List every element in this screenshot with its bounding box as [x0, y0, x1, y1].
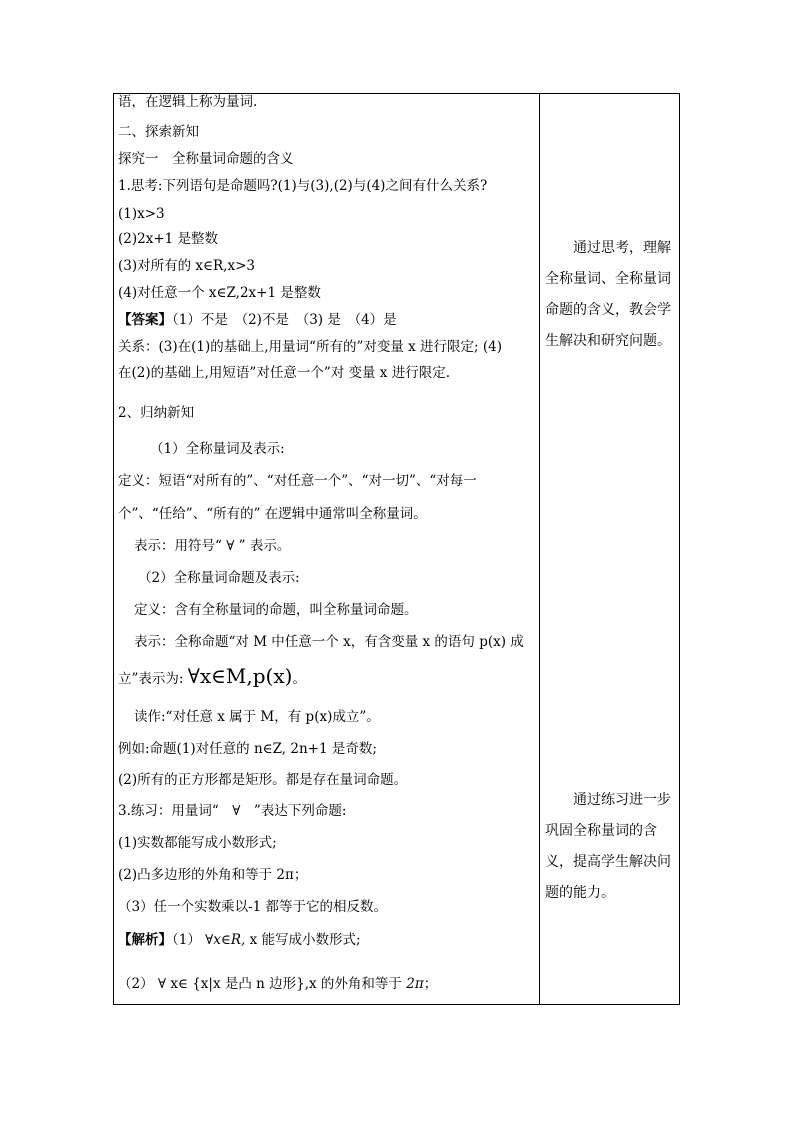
text-fragment: 。 — [292, 671, 306, 687]
text-line: 表示：全称命题“对 M 中任意一个 x，有含变量 x 的语句 p(x) 成 — [134, 634, 524, 650]
side-note-2 — [545, 785, 677, 909]
analysis-line — [118, 931, 361, 949]
formula: 2π — [406, 976, 424, 992]
text-line: 个”、“任给”、“所有的” 在逻辑中通常叫全称量词。 — [118, 506, 427, 522]
text-line — [118, 975, 437, 993]
text-line: 关系：(3)在(1)的基础上,用量词“所有的”对变量 x 进行限定; (4) — [118, 339, 502, 355]
text-line: (2)所有的正方形都是矩形。都是存在量词命题。 — [118, 772, 408, 788]
subsection-heading: （2）全称量词命题及表示: — [138, 570, 300, 586]
answer-text: （1）不是 （2)不是 （3) 是 （4）是 — [172, 312, 397, 328]
text-line: (4)对任意一个 x∈Z,2x+1 是整数 — [118, 285, 321, 301]
text-line: 表示：用符号“ ∀ ” 表示。 — [134, 538, 291, 554]
text-line: 语，在逻辑上称为量词. — [118, 94, 258, 110]
side-line: 义，提高学生解决问 — [545, 854, 671, 870]
side-line: 通过思考，理解 — [573, 240, 671, 256]
formula-line — [118, 664, 306, 688]
text-line: 定义：短语“对所有的”、“对任意一个”、“对一切”、“对每一 — [118, 473, 477, 489]
side-note-1 — [545, 233, 677, 357]
answer-label: 【答案】 — [118, 312, 172, 328]
text-line: (1)x>3 — [118, 206, 165, 222]
text-line: (3)对所有的 x∈R,x>3 — [118, 258, 255, 274]
side-line: 通过练习进一步 — [573, 792, 671, 808]
subsection-heading: 探究一 全称量词命题的含义 — [118, 151, 294, 167]
side-line: 全称量词、全称量词 — [545, 271, 671, 287]
formula: ∀x∈R, — [205, 932, 246, 948]
text-fragment: 立”表示为: — [118, 671, 188, 687]
answer-line — [118, 311, 397, 329]
text-line: (2)凸多边形的外角和等于 2π； — [118, 867, 308, 883]
text-line: (1)实数都能写成小数形式; — [118, 835, 277, 851]
text-fragment: （1） — [172, 932, 206, 948]
side-line: 巩固全称量词的含 — [545, 823, 657, 839]
column-divider — [539, 93, 540, 1005]
text-line: (2)2x+1 是整数 — [118, 231, 219, 247]
text-line: 读作:“对任意 x 属于 M，有 p(x)成立”。 — [134, 709, 380, 725]
subsection-heading: （1）全称量词及表示: — [150, 441, 285, 457]
text-line: （3）任一个实数乘以-1 都等于它的相反数。 — [118, 899, 388, 915]
section-heading: 2、归纳新知 — [118, 405, 195, 421]
text-line: 在(2)的基础上,用短语”对任意一个”对 变量 x 进行限定. — [118, 365, 450, 381]
side-line: 命题的含义，教会学 — [545, 302, 671, 318]
text-line: 例如:命题(1)对任意的 n∈Z, 2n+1 是奇数; — [118, 741, 377, 757]
side-line: 题的能力。 — [545, 885, 615, 901]
side-line: 生解决和研究问题。 — [545, 333, 671, 349]
text-fragment: （2） ∀ x∈ {x|x 是凸 n 边形},x 的外角和等于 — [118, 976, 407, 992]
text-line: 定义：含有全称量词的命题，叫全称量词命题。 — [134, 602, 418, 618]
text-line: 3.练习：用量词“ ∀ ”表达下列命题: — [118, 803, 347, 819]
formula: ∀x∈M,p(x) — [187, 664, 293, 688]
text-fragment: ； — [423, 976, 438, 992]
section-heading: 二、探索新知 — [118, 124, 199, 140]
analysis-label: 【解析】 — [118, 932, 172, 948]
text-line: 1.思考:下列语句是命题吗?(1)与(3),(2)与(4)之间有什么关系? — [118, 178, 488, 194]
text-fragment: x 能写成小数形式; — [245, 932, 361, 948]
